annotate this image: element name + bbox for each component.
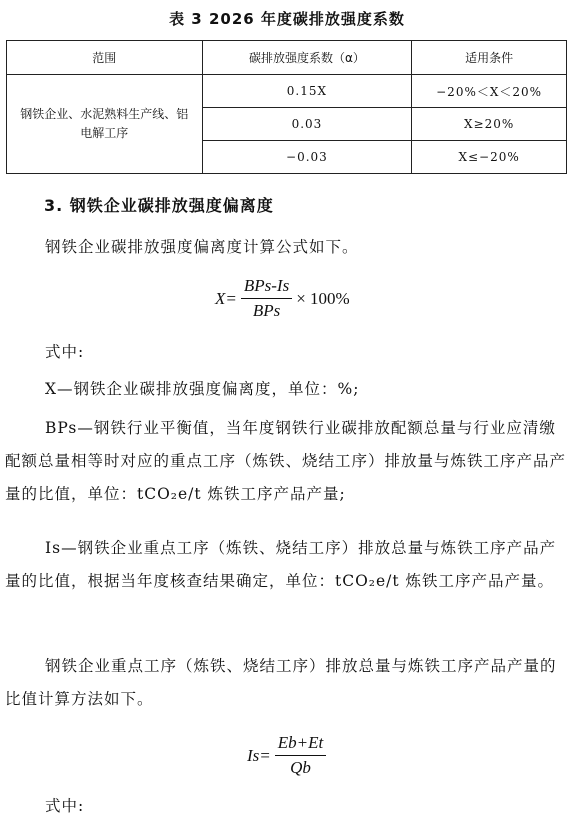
formula-deviation <box>215 276 350 321</box>
condition-cell: −20%＜X＜20% <box>412 75 567 108</box>
header-condition: 适用条件 <box>412 41 567 75</box>
formula-fraction <box>241 276 292 321</box>
coefficient-cell: −0.03 <box>202 141 412 174</box>
formula-lhs: Is= <box>247 745 271 765</box>
formula-numerator: Eb+Et <box>275 733 326 756</box>
scope-cell: 钢铁企业、水泥熟料生产线、铝电解工序 <box>7 75 203 174</box>
formula-ratio <box>247 733 330 778</box>
condition-cell: X≤−20% <box>412 141 567 174</box>
header-coefficient: 碳排放强度系数（α） <box>202 41 412 75</box>
table-caption: 表 3 2026 年度碳排放强度系数 <box>169 10 405 28</box>
where-label-2: 式中: <box>45 797 85 815</box>
formula-lhs: X= <box>215 288 237 308</box>
section-heading: 3. 钢铁企业碳排放强度偏离度 <box>44 196 274 215</box>
coefficient-cell: 0.15X <box>202 75 412 108</box>
where-label: 式中: <box>45 343 85 361</box>
definition-bps: BPs—钢铁行业平衡值，当年度钢铁行业碳排放配额总量与行业应清缴配额总量相等时对应的重点工序（炼铁、烧结工序）排放量与炼铁工序产品产量的比值，单位：tCO₂e/t 炼铁工序产品产量; <box>5 419 567 503</box>
formula-fraction <box>275 733 326 778</box>
definition-is: Is—钢铁企业重点工序（炼铁、烧结工序）排放总量与炼铁工序产品产量的比值，根据当年度核查结果确定，单位：tCO₂e/t 炼铁工序产品产量。 <box>5 539 557 590</box>
formula-suffix: × 100% <box>296 288 350 308</box>
formula-denominator: Qb <box>290 758 311 777</box>
table-row <box>7 75 567 108</box>
formula-denominator: BPs <box>252 301 281 320</box>
intro-paragraph: 钢铁企业碳排放强度偏离度计算公式如下。 <box>45 238 359 256</box>
condition-cell: X≥20% <box>412 108 567 141</box>
header-scope: 范围 <box>7 41 203 75</box>
coefficient-cell: 0.03 <box>202 108 412 141</box>
ratio-paragraph: 钢铁企业重点工序（炼铁、烧结工序）排放总量与炼铁工序产品产量的比值计算方法如下。 <box>5 657 557 708</box>
table-header-row <box>7 41 567 75</box>
definition-x: X—钢铁企业碳排放强度偏离度，单位：%; <box>45 380 360 398</box>
coefficient-table <box>6 40 567 174</box>
formula-numerator: BPs-Is <box>241 276 292 299</box>
